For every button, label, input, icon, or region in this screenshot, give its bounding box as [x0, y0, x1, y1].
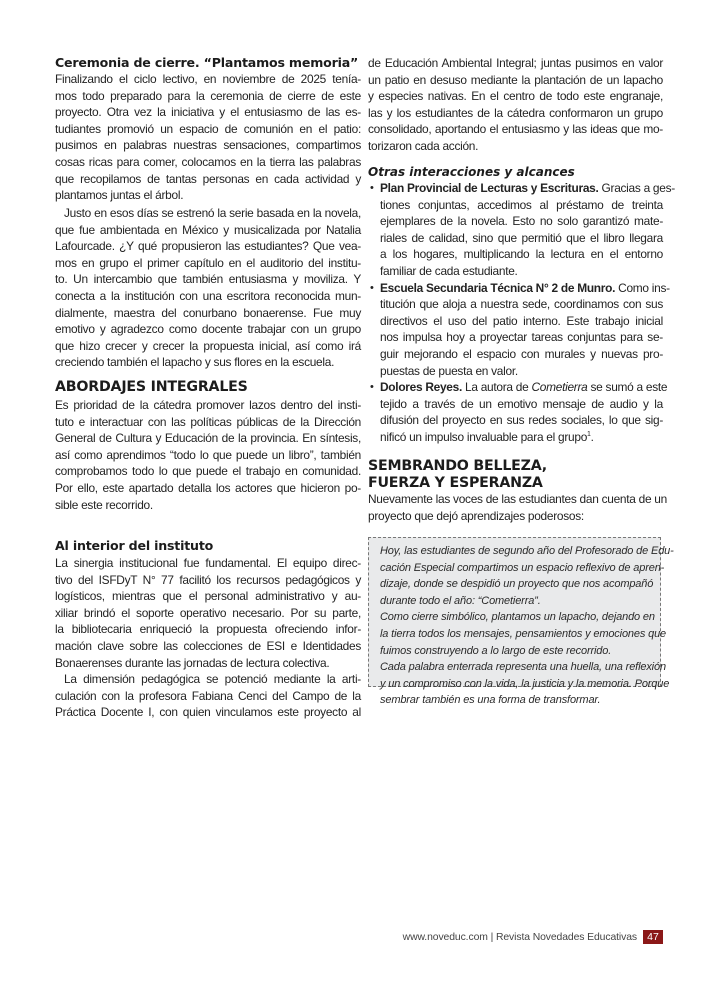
text-line: creciendo también el lapacho y sus flores en la escuela.	[55, 355, 335, 370]
text-line: mos en grupo el primer capítulo en el auditorio del institu-	[55, 255, 361, 270]
bullet-icon: •	[370, 182, 374, 194]
sembrando-heading-line: SEMBRANDO BELLEZA,	[368, 458, 547, 474]
text-line: tudiantes promovió un espacio de comunión en el patio:	[55, 121, 361, 136]
paragraph-educacion-ambiental	[368, 55, 663, 155]
text-segment: .	[590, 429, 594, 444]
text-line: difusión del proyecto en sus redes sociales, lo que sig-	[380, 413, 663, 428]
text-line: ejemplares de la novela. Esto no solo garantizó mate-	[380, 214, 663, 229]
text-line: La sinergia institucional fue fundamental. El equipo direc-	[55, 556, 361, 570]
text-line: Es prioridad de la cátedra promover lazos dentro del insti-	[55, 398, 361, 412]
text-line: conecta a la institución con una escritora reconocida mun-	[55, 288, 361, 303]
text-line: Nuevamente las voces de las estudiantes dan cuenta de un	[368, 492, 667, 506]
text-line: directivos el uso del patio interno. Este trabajo inicial	[380, 313, 663, 328]
interior-heading: Al interior del instituto	[55, 538, 214, 553]
text-line: a los hogares, multiplicando la lectura en el entorno	[380, 247, 663, 262]
text-line: consolidado, aportando el entusiasmo y las ideas que mo-	[368, 122, 663, 137]
text-line: Por ello, este apartado detalla los actores que hicieron po-	[55, 480, 361, 495]
testimonial-text	[380, 543, 674, 709]
sembrando-heading	[368, 458, 663, 492]
text-line: familiar de cada estudiante.	[380, 263, 518, 278]
text-segment: Como ins-	[615, 280, 670, 295]
abordajes-heading: ABORDAJES INTEGRALES	[55, 379, 248, 395]
text-segment: nificó un impulso invaluable para el grupo	[380, 429, 588, 444]
text-line: Hoy, las estudiantes de segundo año del Profesorado de Edu-	[380, 545, 674, 557]
footnote-marker: 1	[587, 430, 591, 438]
text-segment: La autora de	[462, 380, 532, 395]
text-line: tejido a través de un emotivo mensaje de audio y la	[380, 396, 663, 411]
list-item	[368, 180, 675, 280]
bold-lead: Plan Provincial de Lecturas y Escrituras.	[380, 181, 599, 195]
text-line	[380, 180, 675, 197]
ceremonia-heading: Ceremonia de cierre. “Plantamos memoria”	[55, 55, 359, 70]
paragraph-serie	[55, 205, 361, 371]
text-line: tivo del ISFDyT N° 77 facilitó los recursos pedagógicos y	[55, 572, 361, 587]
text-line: Justo en esos días se estrenó la serie basada en la novela,	[64, 206, 361, 220]
text-line: guir mejorando el espacio con murales y nuevas pro-	[380, 346, 663, 361]
text-line: mos todo preparado para la ceremonia de cierre de este	[55, 88, 361, 103]
text-line: comprobamos todo lo que puede el trabajo en comunidad.	[55, 464, 361, 479]
text-line: culación con la profesora Fabiana Cenci del Campo de la	[55, 688, 361, 703]
text-line: emotivo y agradezco como docente trabajar con un grupo	[55, 322, 361, 337]
text-line: xiliar brindó el soporte operativo necesario. Por su parte,	[55, 605, 361, 620]
text-line: Finalizando el ciclo lectivo, en noviembre de 2025 tenía-	[55, 72, 361, 86]
text-line: durante todo el año: “Cometierra”.	[380, 594, 541, 607]
paragraph-sinergia	[55, 555, 361, 671]
text-line: pusimos en palabras nuestras sensaciones, compartimos	[55, 138, 361, 153]
text-line: logísticos, mientras que el personal administrativo y au-	[55, 589, 361, 604]
text-line: Lafourcade. ¿Y qué propusieron las estudiantes? Que vea-	[55, 239, 361, 254]
text-line: sible este recorrido.	[55, 497, 153, 512]
footer-text: www.noveduc.com | Revista Novedades Educativas	[402, 931, 637, 943]
text-line	[380, 379, 668, 396]
text-line: to. Un intercambio que también entusiasma y moviliza. Y	[55, 272, 361, 287]
text-line: cosas ricas para comer, colocamos en la tierra las palabras	[55, 154, 361, 169]
text-line: La dimensión pedagógica se potenció mediante la arti-	[64, 672, 361, 686]
text-line: mación clave sobre las colecciones de ESI e Identidades	[55, 638, 361, 653]
text-line: riales de calidad, sino que permitió que el libro llegara	[380, 230, 663, 245]
testimonial-box	[368, 537, 674, 707]
alcances-list	[368, 180, 675, 446]
text-line	[380, 280, 670, 297]
text-segment: Gracias a ges-	[598, 181, 675, 195]
list-item	[368, 280, 670, 380]
text-line: plantamos juntas el árbol.	[55, 188, 184, 203]
text-line: y un compromiso con la vida, la justicia y la memoria. Porque	[380, 677, 670, 690]
bold-lead: Escuela Secundaria Técnica N° 2 de Munro.	[380, 280, 616, 295]
page-footer	[403, 929, 663, 945]
bold-lead: Dolores Reyes.	[380, 380, 462, 395]
text-line: torizaron cada acción.	[368, 138, 479, 153]
text-line: sembrar también es una forma de transformar.	[380, 694, 601, 707]
text-line: las y los estudiantes de la cátedra conformaron un grupo	[368, 105, 663, 120]
text-segment: Cometierra	[531, 380, 588, 395]
bullet-icon: •	[370, 281, 374, 294]
text-line: que fue ambientada en México y musicalizada por Natalia	[55, 222, 361, 237]
text-line	[380, 429, 663, 446]
text-line: Cada palabra enterrada representa una huella, una reflexión	[380, 661, 666, 674]
text-line: así como aprendimos “todo lo que puede un libro”, también	[55, 447, 361, 462]
text-line: General de Cultura y Educación de la provincia. En síntesis,	[55, 431, 361, 446]
text-line: nos impulsa hoy a proyectar tareas conjuntas para se-	[380, 330, 663, 345]
text-line: y especies nativas. En el centro de todo este engranaje,	[368, 89, 663, 104]
text-line: de Educación Ambiental Integral; juntas pusimos en valor	[368, 56, 663, 70]
text-line: dizaje, donde se despidió un proyecto que nos acompañó	[380, 578, 654, 591]
text-line: Bonaerenses durante las jornadas de lectura colectiva.	[55, 655, 330, 670]
text-line: un patio en desuso mediante la plantación de un lapacho	[368, 72, 663, 87]
text-line: titución que aloja a nuestra sede, coordinamos con sus	[380, 297, 663, 312]
text-line: tuto e interactuar con las políticas públicas de la Dirección	[55, 414, 361, 429]
text-line: puestas de puesta en valor.	[380, 363, 518, 378]
bullet-icon: •	[370, 381, 374, 394]
text-line: proyecto. Otra vez la iniciativa y el entusiasmo de las es-	[55, 105, 361, 120]
text-line: la tierra todos los mensajes, pensamientos y emociones que	[380, 627, 667, 640]
text-line: la bibliotecaria enriqueció la propuesta ofreciendo infor-	[55, 622, 361, 637]
paragraph-ceremonia	[55, 71, 361, 204]
page-number-badge: 47	[643, 930, 663, 944]
list-item	[368, 379, 668, 445]
text-line: dialmente, maestra del conurbano bonaerense. Fue muy	[55, 305, 361, 320]
text-line: Práctica Docente I, con quien vinculamos este proyecto al	[55, 705, 361, 720]
text-line: proyecto que dejó aprendizajes poderosos:	[368, 508, 584, 523]
sembrando-heading-line: FUERZA Y ESPERANZA	[368, 475, 543, 491]
text-line: fuimos construyendo a lo largo de este recorrido.	[380, 644, 612, 657]
paragraph-voces	[368, 491, 667, 524]
paragraph-abordajes	[55, 397, 361, 513]
text-line: que recopilamos de tantas personas en cada actividad y	[55, 171, 361, 186]
otras-heading: Otras interacciones y alcances	[368, 165, 575, 179]
text-line: que hizo crecer y crecer la propuesta inicial, así como irá	[55, 338, 361, 353]
text-segment: se sumó a este	[587, 380, 668, 395]
text-line: tiones conjuntas, accedimos al préstamo de treinta	[380, 197, 663, 212]
text-line: Como cierre simbólico, plantamos un lapacho, dejando en	[380, 611, 655, 624]
text-line: cación Especial compartimos un espacio reflexivo de apren-	[380, 561, 665, 574]
paragraph-dimension	[55, 671, 361, 721]
